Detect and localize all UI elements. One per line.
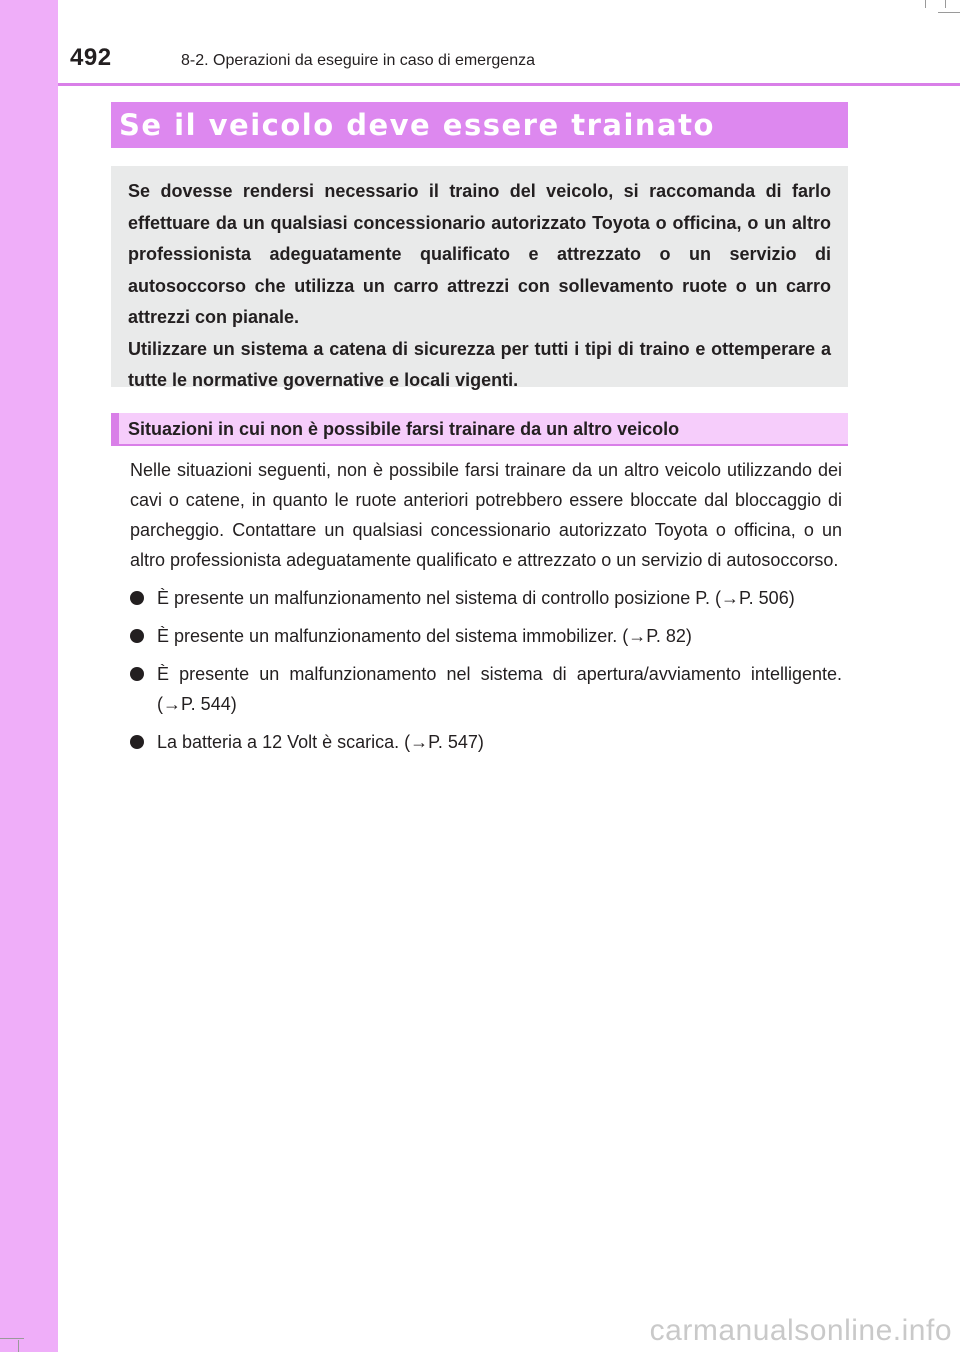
crop-mark [0,1338,24,1339]
bullet-icon [130,667,144,681]
list-item [130,583,842,613]
subsection-heading: Situazioni in cui non è possibile farsi trainare da un altro veicolo [111,413,848,446]
page-number: 492 [70,44,112,71]
section-title: Se il veicolo deve essere trainato [111,102,848,148]
watermark: carmanualsonline.info [649,1314,952,1347]
list-item-text: È presente un malfunzionamento nel sistema di apertura/avviamento intelligente. (→P. 544) [157,664,842,714]
subsection-body [130,455,842,757]
list-item-text: È presente un malfunzionamento nel sistema di controllo posizione P. (→P. 506) [157,588,795,608]
crop-mark [925,0,926,8]
bullet-list [130,583,842,757]
crop-mark [945,0,946,8]
list-item [130,727,842,757]
bullet-icon [130,629,144,643]
list-item [130,659,842,719]
list-item-text: È presente un malfunzionamento del sistema immobilizer. (→P. 82) [157,626,692,646]
running-head: 8-2. Operazioni da eseguire in caso di emergenza [181,52,535,69]
list-item [130,621,842,651]
side-margin-strip [0,0,58,1352]
intro-box [111,166,848,390]
intro-paragraph: Se dovesse rendersi necessario il traino del veicolo, si raccomanda di farlo effettuare da un qualsiasi concessionario autorizzato Toyota o officina, o un altro professionista adeguatamente qualificato e attrezzato o un servizio di autosoccorso che utilizza un carro attrezzi con sollevamento ruote o un carro attrezzi con pianale. [128,181,831,327]
header-rule [58,83,960,86]
crop-mark [938,12,960,13]
intro-paragraph: Utilizzare un sistema a catena di sicurezza per tutti i tipi di traino e ottemperare a tutte le normative governative e locali vigenti. [128,338,831,390]
body-paragraph: Nelle situazioni seguenti, non è possibile farsi trainare da un altro veicolo utilizzando dei cavi o catene, in quanto le ruote anteriori potrebbero essere bloccate dal bloccaggio di parcheggio. Contattare un qualsiasi concessionario autorizzato Toyota o officina, o un altro professionista adeguatamente qualificato e attrezzato o un servizio di autosoccorso. [130,460,842,570]
list-item-text: La batteria a 12 Volt è scarica. (→P. 547) [157,732,484,752]
bullet-icon [130,591,144,605]
crop-mark [18,1340,19,1352]
bullet-icon [130,735,144,749]
